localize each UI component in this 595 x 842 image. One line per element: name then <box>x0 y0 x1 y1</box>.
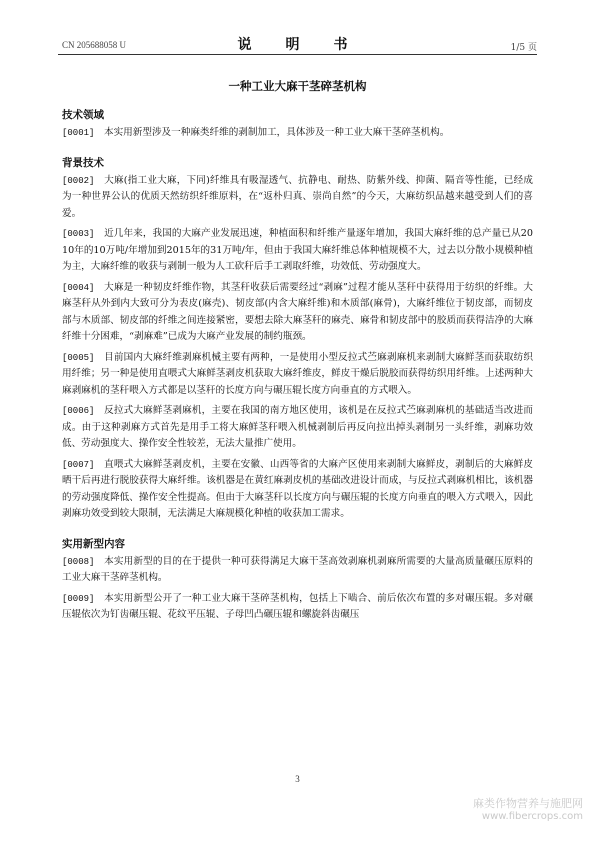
section-heading: 背景技术 <box>62 156 104 169</box>
paragraph <box>62 226 533 276</box>
section-background <box>62 156 533 523</box>
paragraph <box>62 457 533 523</box>
paragraph-number: [0002] <box>62 175 95 186</box>
patent-number: CN 205688058 U <box>62 40 127 50</box>
watermark-site-name: 麻类作物营养与施肥网 <box>473 797 583 810</box>
paragraph <box>62 125 533 142</box>
watermark <box>473 795 583 822</box>
section-heading: 实用新型内容 <box>62 537 125 550</box>
paragraph <box>62 173 533 223</box>
paragraph-text: 近几年来，我国的大麻产业发展迅速，种植面积和纤维产量逐年增加，我国大麻纤维的总产量已从2010年的10万吨/年增加到2015年的31万吨/年，但由于我国大麻纤维总体种植规模不大，过去以分散小规模种植为主，大麻纤维的收获与剥制一般为人工砍秆后手工剥取纤维，功效低、劳动强度大。 <box>62 228 533 272</box>
paragraph-number: [0004] <box>62 282 95 293</box>
paragraph-number: [0003] <box>62 229 95 239</box>
watermark-url: www.fibercrops.com <box>481 811 583 822</box>
paragraph-text: 本实用新型公开了一种工业大麻干茎碎茎机构，包括上下啮合、前后依次布置的多对碾压辊。多对碾压辊依次为钉齿碾压辊、花纹平压辊、子母凹凸碾压辊和螺旋斜齿碾压 <box>62 592 533 620</box>
paragraph <box>62 554 533 587</box>
paragraph-text: 大麻(指工业大麻，下同)纤维具有吸湿透气、抗静电、耐热、防紫外线、抑菌、隔音等性能，已经成为一种世界公认的优质天然纺织纤维原料，在“返朴归真、崇尚自然”的今天，大麻纺织品越来越受到人们的喜爱。 <box>62 174 533 219</box>
page-number: 3 <box>295 774 300 784</box>
document-body <box>62 108 533 624</box>
paragraph <box>62 280 533 346</box>
paragraph <box>62 403 533 453</box>
paragraph-number: [0008] <box>62 556 95 567</box>
paragraph <box>62 350 533 400</box>
document-title: 一种工业大麻干茎碎茎机构 <box>228 79 367 93</box>
paragraph-number: [0009] <box>62 593 95 604</box>
paragraph-text: 本实用新型的目的在于提供一种可获得满足大麻干茎高效剥麻机剥麻所需要的大量高质量碾压原料的工业大麻干茎碎茎机构。 <box>62 555 533 583</box>
paragraph-text: 目前国内大麻纤维剥麻机械主要有两种，一是使用小型反拉式苎麻剥麻机来剥制大麻鲜茎而获取纺织用纤维；另一种是使用直喂式大麻鲜茎剥皮机获取大麻纤维皮，鲜皮干燥后脱胶而获得纺织用纤维。上述两种大麻剥麻机的茎秆喂入方式都是以茎秆的长度方向与碾压辊长度方向垂直的方式喂入。 <box>62 351 533 396</box>
section-technical-field <box>62 108 533 142</box>
section-utility-model-content <box>62 537 533 624</box>
paragraph-text: 本实用新型涉及一种麻类纤维的剥制加工，具体涉及一种工业大麻干茎碎茎机构。 <box>104 127 450 138</box>
paragraph-text: 直喂式大麻鲜茎剥皮机，主要在安徽、山西等省的大麻产区使用来剥制大麻鲜皮，剥制后的大麻鲜皮晒干后再进行脱胶获得大麻纤维。该机器是在黄红麻剥皮机的基础改进设计而成，与反拉式剥麻机相比，该机器的劳动强度降低、操作安全性提高。但由于大麻茎秆以长度方向与碾压辊的长度方向垂直的喂入方式喂入，因此剥麻功效受到较大限制，无法满足大麻规模化种植的收获加工需求。 <box>62 458 533 519</box>
paragraph-number: [0007] <box>62 459 95 470</box>
header-divider <box>58 54 537 55</box>
paragraph-number: [0001] <box>62 128 95 138</box>
paragraph-number: [0005] <box>62 352 95 363</box>
page-info: 1/5 页 <box>510 43 537 53</box>
paragraph-text: 大麻是一种韧皮纤维作物，其茎秆收获后需要经过“剥麻”过程才能从茎秆中获得用于纺织的纤维。大麻茎秆从外到内大致可分为表皮(麻壳)、韧皮部(内含大麻纤维)和木质部(麻骨)，大麻纤维位于韧皮部，而韧皮部与木质部、韧皮部的纤维之间连接紧密，要想去除大麻茎秆的麻壳、麻骨和韧皮部中的胶质而获得洁净的大麻纤维十分困难，“剥麻难”已成为大麻产业发展的制约瓶颈。 <box>62 281 533 342</box>
paragraph <box>62 591 533 624</box>
section-heading: 技术领域 <box>62 109 104 121</box>
paragraph-text: 反拉式大麻鲜茎剥麻机，主要在我国的南方地区使用，该机是在反拉式苎麻剥麻机的基础适当改进而成。由于这种剥麻方式首先是用手工将大麻鲜茎秆喂入机械剥制后再反向拉出掉头剥制另一头纤维，剥麻功效低、劳动强度大、操作安全性较差，无法大量推广使用。 <box>62 405 533 449</box>
paragraph-number: [0006] <box>62 406 95 416</box>
doc-type-heading: 说 明 书 <box>237 37 358 53</box>
